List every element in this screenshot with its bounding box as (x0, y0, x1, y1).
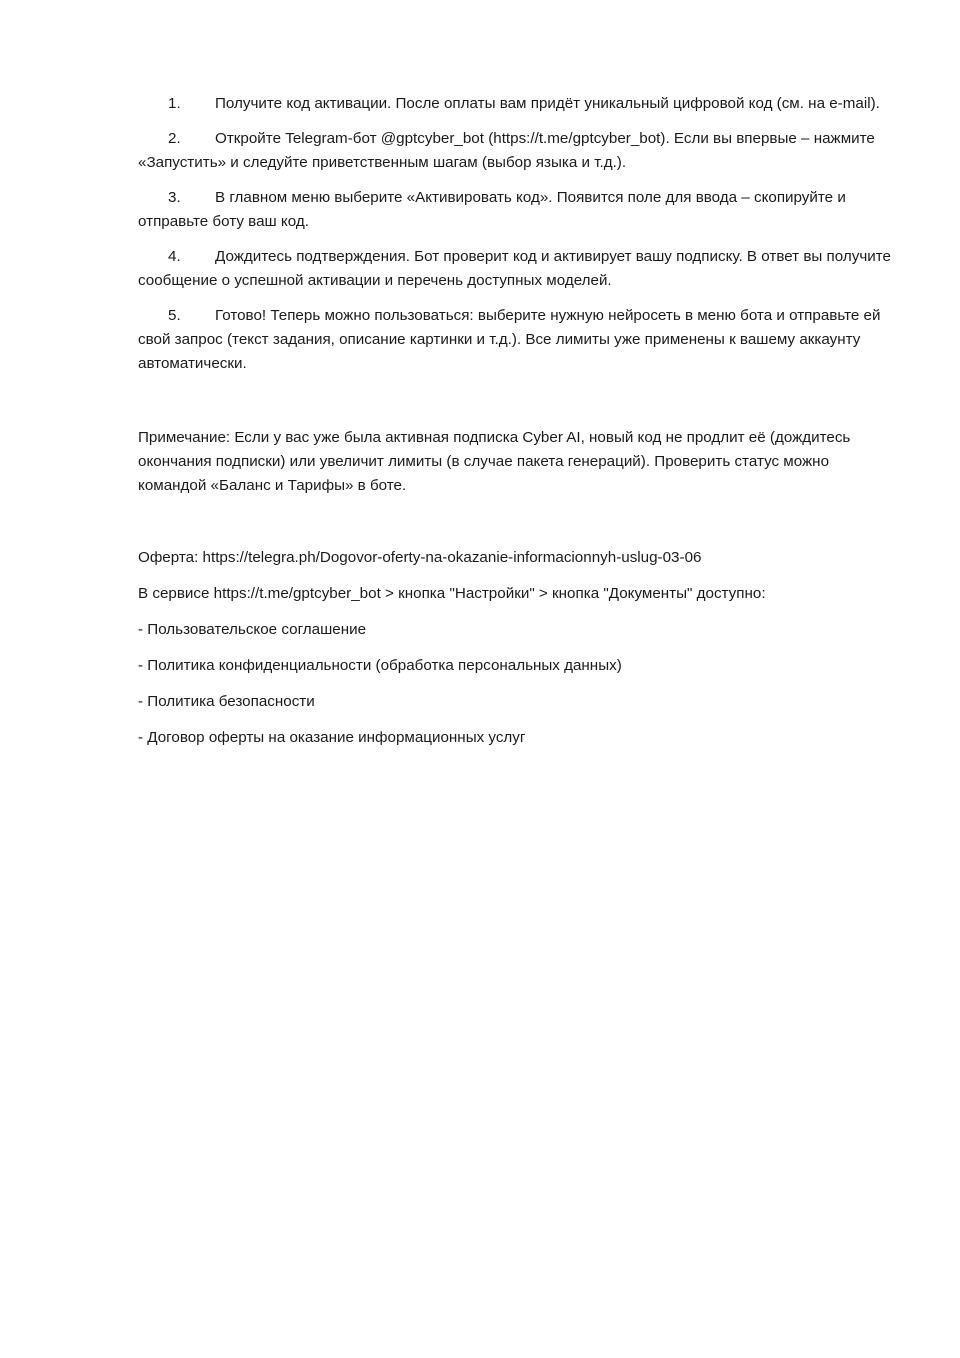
document-item: - Политика безопасности (138, 693, 315, 710)
step-text: Получите код активации. После оплаты вам придёт уникальный цифровой код (см. на e-mail). (215, 95, 880, 112)
step-text: Дождитесь подтверждения. Бот проверит код и активирует вашу подписку. В ответ вы получите сообщение о успешной активации и перечень доступных моделей. (138, 248, 891, 289)
document-item: - Политика конфиденциальности (обработка персональных данных) (138, 657, 622, 674)
documents-list (138, 618, 892, 750)
step-number: 5. (168, 307, 181, 324)
step-number: 2. (168, 130, 181, 147)
note-paragraph: Примечание: Если у вас уже была активная подписка Cyber AI, новый код не продлит её (дождитесь окончания подписки) или увеличит лимиты (в случае пакета генераций). Проверить статус можно командой «Баланс и Тарифы» в боте. (138, 429, 851, 494)
step-item (138, 304, 892, 376)
document-item: - Договор оферты на оказание информационных услуг (138, 729, 526, 746)
step-text: В главном меню выберите «Активировать код». Появится поле для ввода – скопируйте и отправьте боту ваш код. (138, 189, 846, 230)
step-text: Готово! Теперь можно пользоваться: выберите нужную нейросеть в меню бота и отправьте ей свой запрос (текст задания, описание картинки и т.д.). Все лимиты уже применены к вашему аккаунту автоматически. (138, 307, 881, 372)
step-item (138, 245, 892, 293)
steps-list (138, 92, 892, 376)
document-body (138, 92, 892, 750)
step-number: 1. (168, 95, 181, 112)
step-text: Откройте Telegram-бот @gptcyber_bot (https://t.me/gptcyber_bot). Если вы впервые – нажмите «Запустить» и следуйте приветственным шагам (выбор языка и т.д.). (138, 130, 875, 171)
step-number: 4. (168, 248, 181, 265)
service-documents-line: В сервисе https://t.me/gptcyber_bot > кнопка "Настройки" > кнопка "Документы" доступно: (138, 585, 766, 602)
offer-line: Оферта: https://telegra.ph/Dogovor-oferty-na-okazanie-informacionnyh-uslug-03-06 (138, 549, 702, 566)
step-item (138, 186, 892, 234)
document-item: - Пользовательское соглашение (138, 621, 367, 638)
step-number: 3. (168, 189, 181, 206)
step-item (138, 92, 892, 116)
step-item (138, 127, 892, 175)
